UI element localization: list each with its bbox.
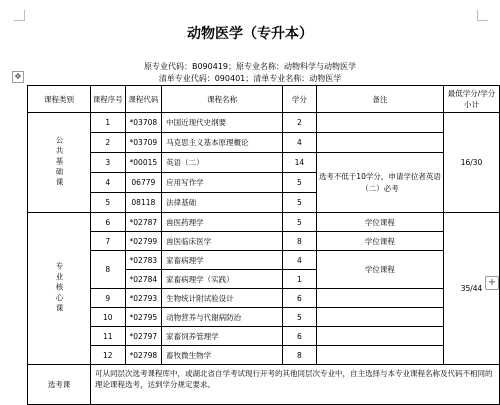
min-credit-cell: 16/30 <box>444 113 500 213</box>
page-corner-mark <box>477 10 488 21</box>
credit-cell: 5 <box>283 308 317 327</box>
header-code: 课程代码 <box>125 86 162 113</box>
table-row <box>28 308 500 327</box>
remark-cell <box>316 327 443 346</box>
name-cell: 家畜饲养管理学 <box>162 327 283 346</box>
seq-cell: 12 <box>91 346 126 365</box>
code-cell: *02795 <box>125 308 162 327</box>
name-cell: 生物统计附试验设计 <box>162 289 283 308</box>
seq-cell: 9 <box>91 289 126 308</box>
seq-cell: 3 <box>91 153 126 173</box>
table-row <box>28 213 500 232</box>
header-credit: 学分 <box>283 86 317 113</box>
credit-cell: 4 <box>283 133 317 153</box>
elective-description: 可从同层次选考课程库中，或湖北省自学考试现行开考的其他同层次专业中，自主选择与本专业课程名称及代码不相同的理论课程选考，达到学分规定要求。 <box>91 365 500 405</box>
seq-cell: 1 <box>91 113 126 133</box>
table-row <box>28 327 500 346</box>
seq-cell: 2 <box>91 133 126 153</box>
document-title: 动物医学（专升本） <box>187 26 313 42</box>
remark-cell: 学位课程 <box>316 232 443 251</box>
seq-cell: 5 <box>91 193 126 213</box>
name-cell: 家畜病理学 <box>162 251 283 270</box>
category-cell <box>28 113 91 213</box>
name-cell: 畜牧微生物学 <box>162 346 283 365</box>
name-cell: 应用写作学 <box>162 173 283 193</box>
name-cell: 兽医临床医学 <box>162 232 283 251</box>
header-min-credit: 最低学分/学分小计 <box>444 86 500 113</box>
header-name: 课程名称 <box>162 86 283 113</box>
remark-cell <box>316 289 443 308</box>
code-cell: *02783 <box>125 251 162 270</box>
name-cell: 法律基础 <box>162 193 283 213</box>
elective-row <box>28 365 500 405</box>
remark-cell <box>316 346 443 365</box>
code-cell: 08118 <box>125 193 162 213</box>
header-category: 课程类别 <box>28 86 91 113</box>
header-remark: 备注 <box>316 86 443 113</box>
seq-cell: 7 <box>91 232 126 251</box>
code-cell: *00015 <box>125 153 162 173</box>
code-cell: *02799 <box>125 232 162 251</box>
name-cell: 兽医药理学 <box>162 213 283 232</box>
name-cell: 家畜病理学（实践） <box>162 270 283 289</box>
seq-cell: 6 <box>91 213 126 232</box>
course-plan-table <box>27 85 500 405</box>
seq-cell: 8 <box>91 251 126 289</box>
seq-cell: 10 <box>91 308 126 327</box>
min-credit-cell: 35/44 <box>444 213 500 365</box>
remark-cell-merged: 学位课程 <box>316 251 443 289</box>
credit-cell: 5 <box>283 213 317 232</box>
code-cell: *03709 <box>125 133 162 153</box>
name-cell: 英语（二） <box>162 153 283 173</box>
list-major-info: 清单专业代码：090401；清单专业名称：动物医学 <box>158 74 342 83</box>
table-row <box>28 346 500 365</box>
page-corner-mark <box>14 10 25 21</box>
code-cell: *02793 <box>125 289 162 308</box>
table-row <box>28 153 500 173</box>
credit-cell: 5 <box>283 173 317 193</box>
category-cell <box>28 213 91 365</box>
code-cell: *03708 <box>125 113 162 133</box>
table-row <box>28 113 500 133</box>
seq-cell: 11 <box>91 327 126 346</box>
table-row <box>28 289 500 308</box>
credit-cell: 1 <box>283 270 317 289</box>
code-cell: *02787 <box>125 213 162 232</box>
credit-cell: 6 <box>283 327 317 346</box>
credit-cell: 4 <box>283 251 317 270</box>
header-seq: 课程序号 <box>91 86 126 113</box>
credit-cell: 6 <box>283 289 317 308</box>
code-cell: *02797 <box>125 327 162 346</box>
name-cell: 动物营养与代谢病防治 <box>162 308 283 327</box>
table-header-row <box>28 86 500 113</box>
name-cell: 马克思主义基本原理概论 <box>162 133 283 153</box>
credit-cell: 8 <box>283 346 317 365</box>
credit-cell: 14 <box>283 153 317 173</box>
elective-category-cell: 选考课 <box>28 365 91 405</box>
credit-cell: 5 <box>283 193 317 213</box>
credit-cell: 8 <box>283 232 317 251</box>
original-major-info: 原专业代码：B090419；原专业名称：动物科学与动物医学 <box>143 62 357 71</box>
category-label: 专业核心课 <box>55 262 64 315</box>
code-cell: *02798 <box>125 346 162 365</box>
code-cell: 06779 <box>125 173 162 193</box>
credit-cell: 2 <box>283 113 317 133</box>
seq-cell: 4 <box>91 173 126 193</box>
remark-cell: 学位课程 <box>316 213 443 232</box>
table-row <box>28 251 500 270</box>
remark-cell <box>316 133 443 153</box>
table-row <box>28 232 500 251</box>
remark-cell <box>316 113 443 133</box>
name-cell: 中国近现代史纲要 <box>162 113 283 133</box>
remark-cell-merged: 选考不低于10学分，申请学位者英语（二）必考 <box>316 153 443 213</box>
category-label: 公共基础课 <box>55 136 64 189</box>
add-column-icon[interactable]: + <box>485 276 499 290</box>
code-cell: *02784 <box>125 270 162 289</box>
table-move-handle-icon[interactable]: ✥ <box>12 71 24 83</box>
remark-cell <box>316 308 443 327</box>
table-row <box>28 133 500 153</box>
